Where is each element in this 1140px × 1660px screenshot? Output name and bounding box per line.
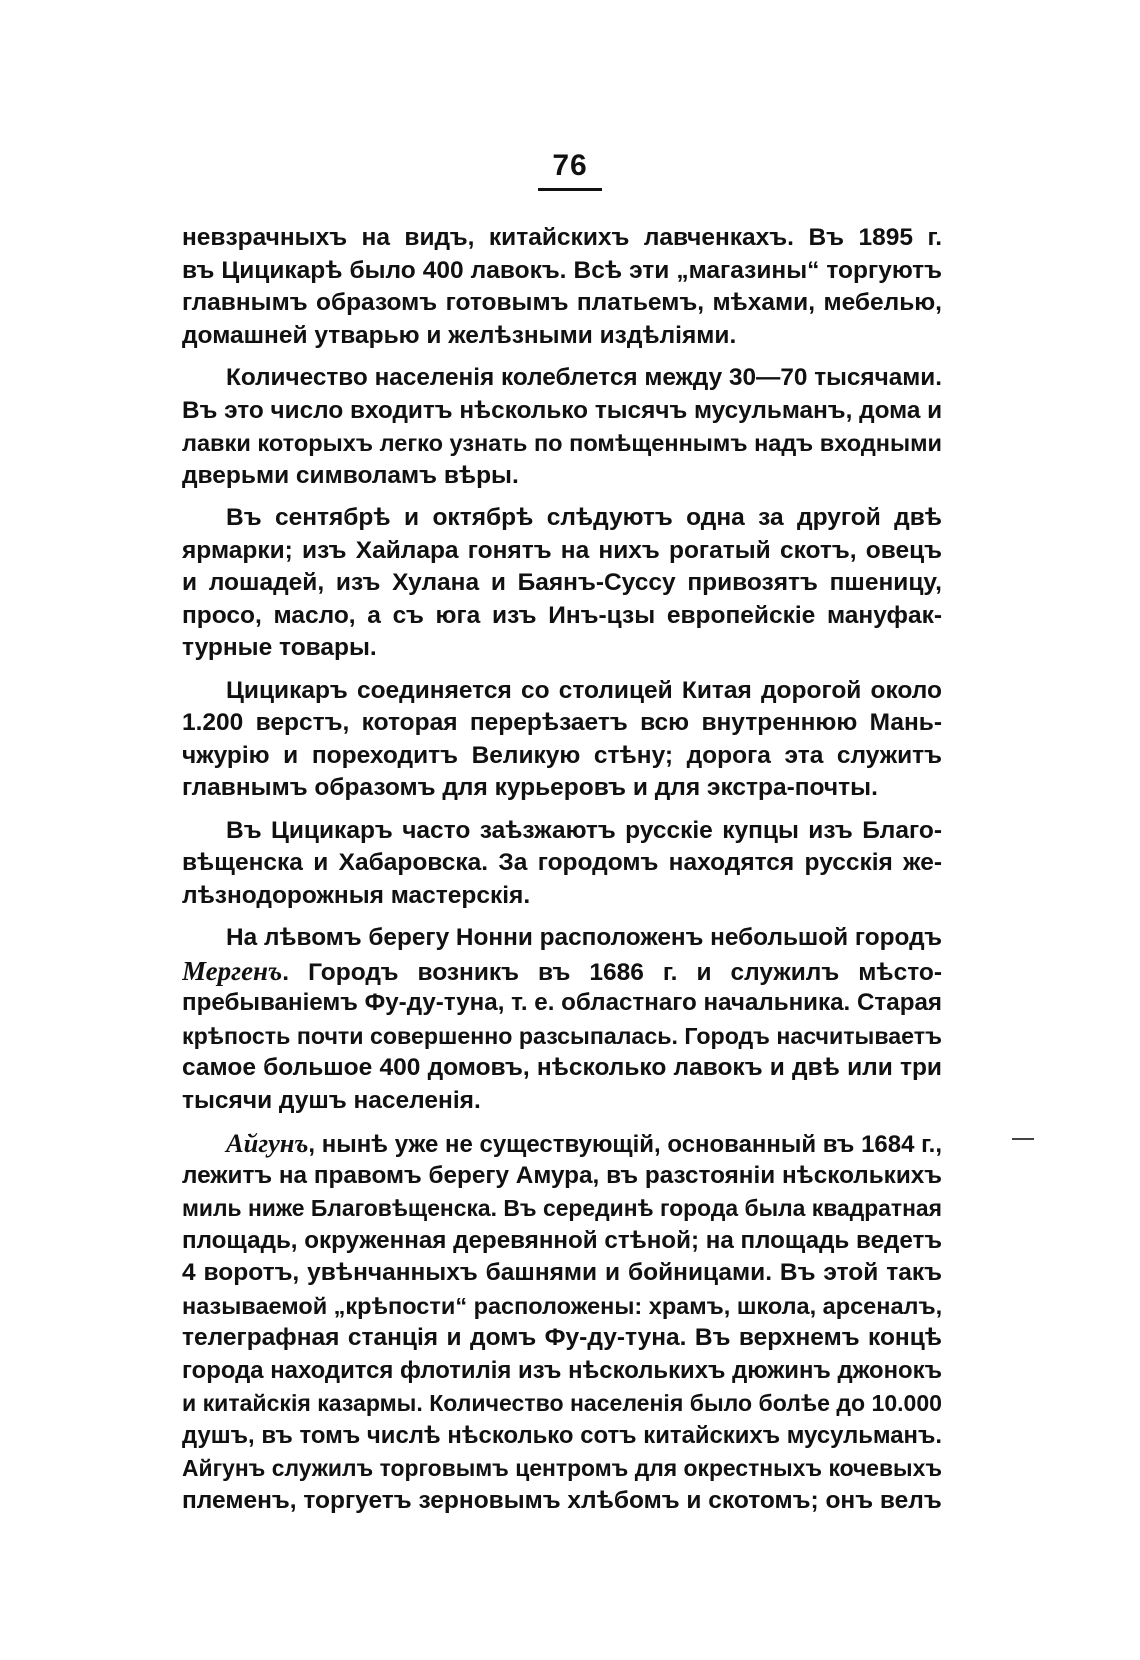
paragraph [182, 815, 942, 913]
text-line: невзрачныхъ на видъ, китайскихъ лавченкахъ. Въ 1895 г. [182, 224, 942, 251]
text-line: душъ, въ томъ числѣ нѣсколько сотъ китайскихъ мусульманъ. [182, 1421, 942, 1449]
text-line: и китайскія казармы. Количество населенія было болѣе до 10.000 [182, 1390, 942, 1416]
paragraph [182, 675, 942, 805]
text-line: и лошадей, изъ Хулана и Баянъ-Суссу привозятъ пшеницу, [182, 569, 942, 596]
text-line: города находится флотилія изъ нѣсколькихъ дюжинъ джонокъ [182, 1356, 942, 1384]
text-line: Количество населенія колеблется между 30—70 тысячами. [226, 364, 942, 391]
text-line: Въ Цицикаръ часто заѣзжаютъ русскіе купцы изъ Благо- [226, 816, 942, 844]
text-line: 4 воротъ, увѣнчанныхъ башнями и бойницами. Въ этой такъ [182, 1259, 942, 1286]
text-line: 1.200 верстъ, которая перерѣзаетъ всю внутреннюю Мань- [182, 709, 942, 736]
text-line: турные товары. [182, 634, 377, 661]
text-line: Айгунъ, нынѣ уже не существующій, основанный въ 1684 г., [226, 1128, 942, 1158]
text-line: телеграфная станція и домъ Фу-ду-туна. Въ верхнемъ концѣ [182, 1324, 942, 1351]
text-line: главнымъ образомъ готовымъ платьемъ, мѣхами, мебелью, [182, 289, 942, 316]
paragraph [182, 362, 942, 492]
text-line: главнымъ образомъ для курьеровъ и для экстра-почты. [182, 774, 878, 801]
paragraph-gap [182, 805, 942, 815]
text-line: домашней утварью и желѣзными издѣліями. [182, 321, 737, 349]
text-line: На лѣвомъ берегу Нонни расположенъ небольшой городъ [226, 924, 942, 951]
text-line: лежитъ на правомъ берегу Амура, въ разстояніи нѣсколькихъ [182, 1161, 942, 1189]
margin-mark [1012, 1138, 1034, 1140]
text-line: вѣщенска и Хабаровска. За городомъ находятся русскія же- [182, 849, 942, 876]
text-line: Цицикаръ соединяется со столицей Китая дорогой около [226, 676, 942, 704]
paragraph-gap [182, 1117, 942, 1127]
text-line: пребываніемъ Фу-ду-туна, т. е. областнаго начальника. Старая [182, 989, 942, 1016]
text-line: Айгунъ служилъ торговымъ центромъ для окрестныхъ кочевыхъ [182, 1455, 942, 1481]
italic-place-name: Айгунъ [226, 1128, 309, 1158]
text-line: называемой „крѣпости“ расположены: храмъ, школа, арсеналъ, [182, 1292, 942, 1319]
text-line: лавки которыхъ легко узнать по помѣщеннымъ надъ входными [182, 430, 942, 456]
page-number: 76 [538, 148, 601, 191]
page-number-area [0, 148, 1140, 191]
text-line: просо, масло, а съ юга изъ Инъ-цзы европейскіе мануфак- [182, 601, 942, 629]
text-line: лѣзнодорожныя мастерскія. [182, 881, 531, 909]
italic-place-name: Мергенъ [182, 955, 283, 986]
text-line: крѣпость почти совершенно разсыпалась. Городъ насчитываетъ [182, 1022, 942, 1049]
paragraph [182, 1127, 942, 1517]
text-line: самое большое 400 домовъ, нѣсколько лавокъ и двѣ или три [182, 1054, 942, 1081]
text-line: ярмарки; изъ Хайлара гонятъ на нихъ рогатый скотъ, овецъ [182, 536, 942, 564]
paragraph-gap [182, 352, 942, 362]
text-line: Мергенъ. Городъ возникъ въ 1686 г. и служилъ мѣсто- [182, 955, 942, 986]
paragraph [182, 502, 942, 665]
text-line: въ Цицикарѣ было 400 лавокъ. Всѣ эти „магазины“ торгуютъ [182, 256, 942, 284]
paragraph-gap [182, 665, 942, 675]
paragraph [182, 922, 942, 1117]
paragraph [182, 222, 942, 352]
body-text [182, 222, 942, 1517]
paragraph-gap [182, 912, 942, 922]
text-line: дверьми символамъ вѣры. [182, 461, 519, 489]
text-line: чжурію и пореходитъ Великую стѣну; дорога эта служитъ [182, 741, 942, 769]
text-line: площадь, окруженная деревянной стѣной; на площадь ведетъ [182, 1226, 942, 1254]
text-line: миль ниже Благовѣщенска. Въ серединѣ города была квадратная [182, 1195, 942, 1221]
text-line: Въ это число входитъ нѣсколько тысячъ мусульманъ, дома и [182, 396, 942, 424]
paragraph-gap [182, 492, 942, 502]
text-line: племенъ, торгуетъ зерновымъ хлѣбомъ и скотомъ; онъ велъ [182, 1486, 942, 1514]
text-line: тысячи душъ населенія. [182, 1086, 481, 1114]
text-line: Въ сентябрѣ и октябрѣ слѣдуютъ одна за другой двѣ [226, 504, 942, 531]
